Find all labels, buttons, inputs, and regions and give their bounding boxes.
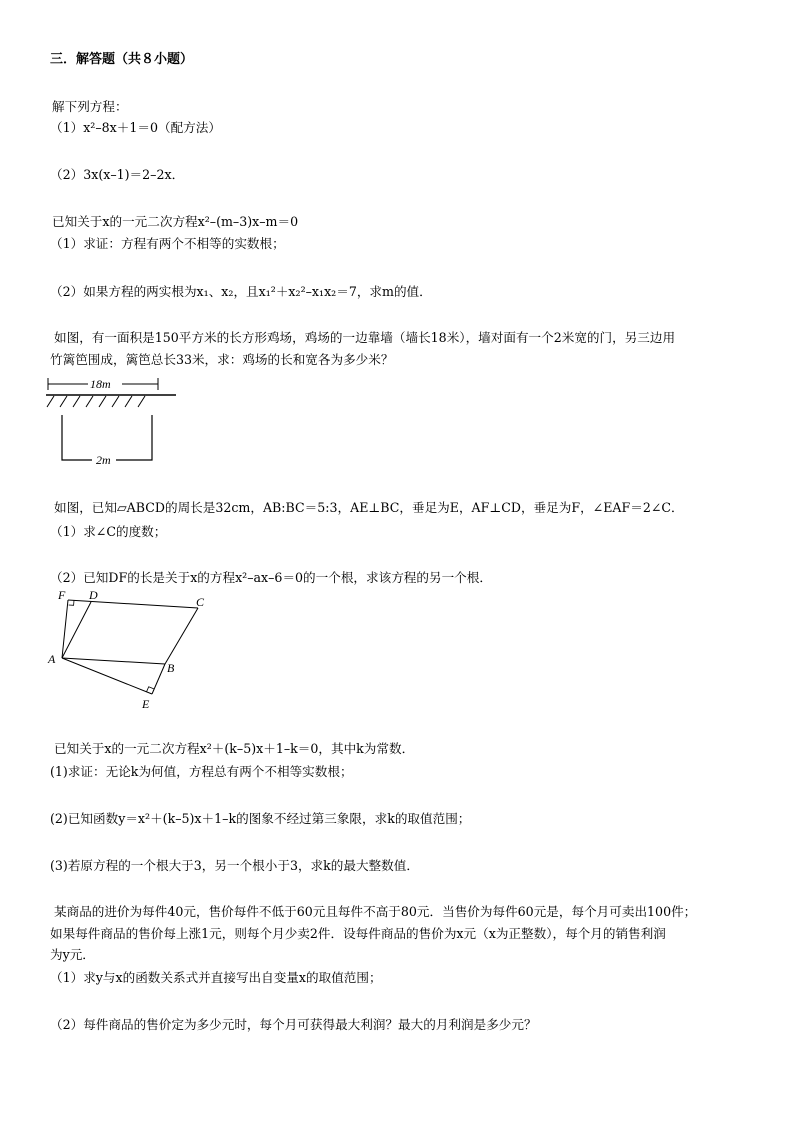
q1-part1: （1）x²–8x＋1＝0（配方法） (50, 120, 221, 135)
segment-CB (165, 608, 198, 664)
q1-part2: （2）3x(x–1)＝2–2x． (50, 167, 185, 182)
q6-line1: 某商品的进价为每件40元，售价每件不低于60元且每件不高于80元．当售价为每件60元是，每个月可卖出100件； (54, 904, 697, 919)
q4-part2: （2）已知DF的长是关于x的方程x²–ax–6＝0的一个根，求该方程的另一个根． (50, 570, 492, 585)
q6-part1: （1）求y与x的函数关系式并直接写出自变量x的取值范围； (50, 970, 382, 985)
q6-part2: （2）每件商品的售价定为多少元时，每个月可获得最大利润？最大的月利润是多少元？ (50, 1017, 537, 1032)
q3-line1: 如图，有一面积是150平方米的长方形鸡场，鸡场的一边靠墙（墙长18米），墙对面有一个2米宽的门，另三边用 (54, 330, 676, 345)
wall-hatching (47, 396, 145, 407)
chicken-farm-figure (40, 374, 190, 466)
right-angle-mark-F (69, 600, 74, 605)
section-title: 三．解答题（共８小题） (50, 52, 194, 67)
segment-FC (68, 600, 198, 608)
parallelogram-figure (40, 584, 220, 714)
label-C: C (196, 595, 205, 609)
q6-line2: 如果每件商品的售价每上涨1元，则每个月少卖2件．设每件商品的售价为x元（x为正整数），每个月的销售利润 (50, 926, 666, 941)
fence-right (116, 415, 152, 460)
label-B: B (167, 661, 175, 675)
q2-stem: 已知关于x的一元二次方程x²–(m–3)x–m＝0 (52, 214, 299, 229)
q3-line2: 竹篱笆围成，篱笆总长33米，求：鸡场的长和宽各为多少米？ (50, 352, 394, 367)
gate-width-label: 2m (96, 453, 111, 466)
q4-part1: （1）求∠C的度数； (50, 524, 167, 539)
q6-line3: 为y元． (50, 947, 95, 962)
q1-stem: 解下列方程： (52, 99, 128, 114)
q5-part2: (2)已知函数y＝x²＋(k–5)x＋1–k的图象不经过第三象限，求k的取值范围； (50, 811, 471, 826)
fence-left (62, 415, 92, 460)
segment-EB (152, 664, 165, 694)
label-F: F (58, 588, 66, 602)
wall-length-label: 18m (90, 377, 111, 391)
label-E: E (142, 697, 150, 711)
segment-AE (62, 658, 152, 694)
label-A: A (48, 652, 56, 666)
q5-part1: (1)求证：无论k为何值，方程总有两个不相等实数根； (50, 764, 353, 779)
q5-part3: (3)若原方程的一个根大于3，另一个根小于3，求k的最大整数值． (50, 858, 419, 873)
segment-AD (62, 602, 91, 658)
q4-stem: 如图，已知▱ABCD的周长是32cm，AB:BC＝5:3，AE⊥BC，垂足为E，AF⊥CD，垂足为F，∠EAF＝2∠C． (54, 500, 684, 515)
q2-part2: （2）如果方程的两实根为x₁、x₂，且x₁²＋x₂²–x₁x₂＝7，求m的值． (50, 284, 432, 299)
label-D: D (89, 588, 98, 602)
q5-stem: 已知关于x的一元二次方程x²＋(k–5)x＋1–k＝0，其中k为常数． (54, 741, 415, 756)
segment-BA (62, 658, 165, 664)
segment-AF (62, 600, 68, 658)
q2-part1: （1）求证：方程有两个不相等的实数根； (50, 236, 285, 251)
